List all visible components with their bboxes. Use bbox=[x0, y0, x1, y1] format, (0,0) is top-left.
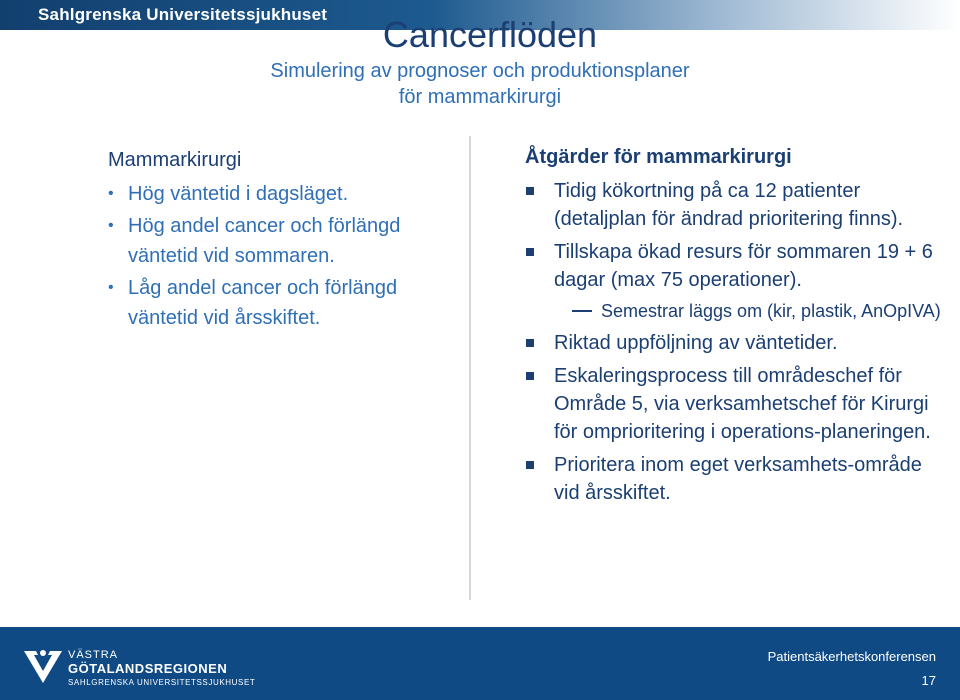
bullet-dot-icon: • bbox=[108, 217, 114, 234]
org-name: Sahlgrenska Universitetssjukhuset bbox=[38, 5, 328, 24]
square-bullet-icon bbox=[526, 248, 534, 256]
list-item bbox=[525, 362, 945, 446]
list-item-text: Hög väntetid i dagsläget. bbox=[128, 183, 349, 205]
conference-name: Patientsäkerhetskonferensen bbox=[767, 649, 936, 664]
square-bullet-icon bbox=[526, 339, 534, 347]
logo-line2: GÖTALANDSREGIONEN bbox=[68, 661, 228, 676]
list-item-text: Tidig kökortning på ca 12 patienter (detaljplan för ändrad prioritering finns). bbox=[554, 180, 904, 230]
list-item bbox=[525, 177, 945, 233]
list-item-text: Låg andel cancer och förlängd väntetid vid årsskiftet. bbox=[128, 277, 398, 329]
left-heading: Mammarkirurgi bbox=[108, 149, 242, 171]
list-item bbox=[525, 238, 945, 324]
list-item bbox=[525, 329, 945, 357]
page-subtitle-line1: Simulering av prognoser och produktionsplaner bbox=[270, 60, 690, 82]
column-divider bbox=[469, 136, 471, 600]
right-bullet-list bbox=[525, 177, 945, 507]
square-bullet-icon bbox=[526, 372, 534, 380]
dash-bullet-icon bbox=[572, 310, 592, 312]
logo-line1: VÄSTRA bbox=[68, 649, 119, 661]
right-column bbox=[525, 143, 945, 512]
list-item-text: Riktad uppföljning av väntetider. bbox=[554, 332, 838, 354]
sub-list-item-text: Semestrar läggs om (kir, plastik, AnOpIVA) bbox=[601, 301, 941, 321]
sub-list-item bbox=[554, 298, 945, 324]
list-item-text: Tillskapa ökad resurs för sommaren 19 + 6 dagar (max 75 operationer). bbox=[554, 241, 933, 291]
logo-text bbox=[68, 648, 255, 690]
square-bullet-icon bbox=[526, 461, 534, 469]
right-heading: Åtgärder för mammarkirurgi bbox=[525, 146, 792, 168]
list-item-text: Hög andel cancer och förlängd väntetid vid sommaren. bbox=[128, 215, 401, 267]
sub-list bbox=[554, 298, 945, 324]
page-title: Cancerflöden bbox=[382, 14, 598, 55]
page-number: 17 bbox=[921, 673, 936, 688]
left-column bbox=[108, 147, 458, 335]
list-item bbox=[108, 179, 458, 209]
footer-bar bbox=[0, 627, 960, 700]
region-logo-icon bbox=[22, 645, 64, 685]
page-subtitle-line2: för mammarkirurgi bbox=[398, 86, 562, 108]
list-item-text: Eskaleringsprocess till områdeschef för Område 5, via verksamhetschef för Kirurgi för omprioritering i operations-planeringen. bbox=[554, 365, 931, 443]
square-bullet-icon bbox=[526, 187, 534, 195]
left-bullet-list bbox=[108, 179, 458, 333]
bullet-dot-icon: • bbox=[108, 185, 114, 202]
list-item bbox=[525, 451, 945, 507]
list-item bbox=[108, 211, 458, 271]
list-item-text: Prioritera inom eget verksamhets-område vid årsskiftet. bbox=[554, 454, 922, 504]
bullet-dot-icon: • bbox=[108, 279, 114, 296]
logo-line3: SAHLGRENSKA UNIVERSITETSSJUKHUSET bbox=[68, 678, 256, 687]
list-item bbox=[108, 273, 458, 333]
